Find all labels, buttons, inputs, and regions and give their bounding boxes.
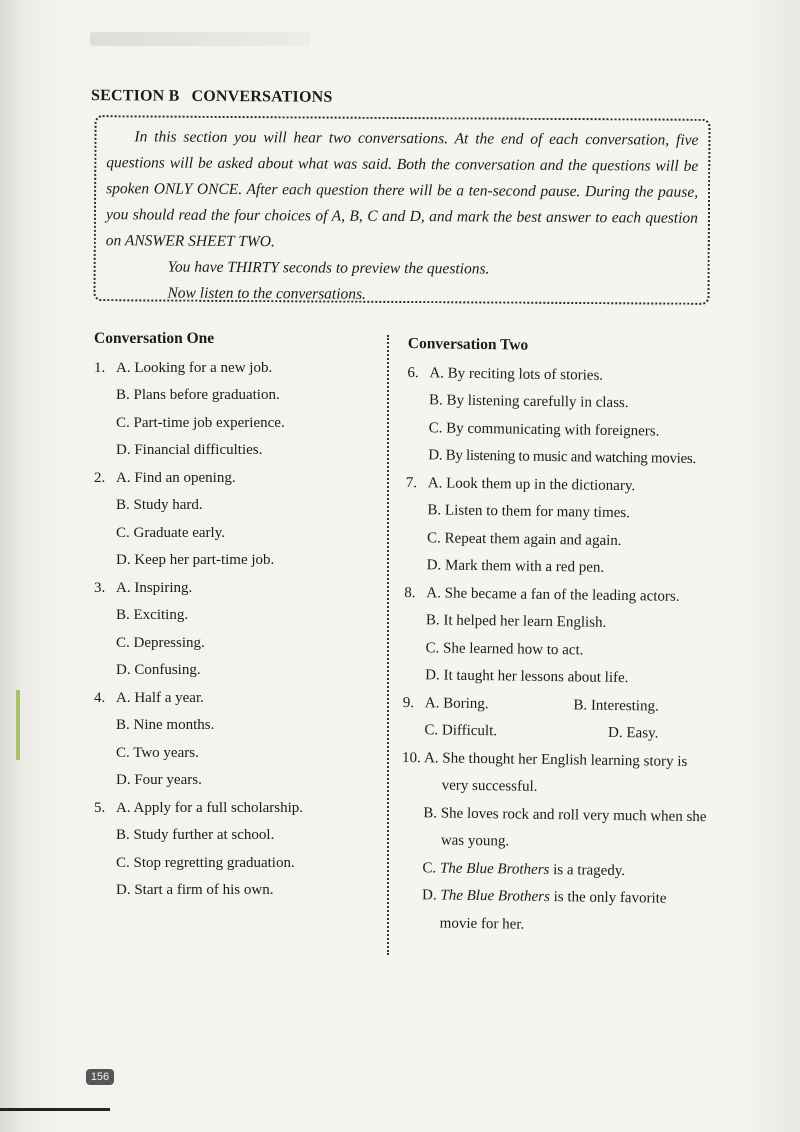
option: D. Easy.	[608, 724, 659, 742]
option: B. Exciting.	[116, 607, 189, 623]
option-row	[402, 717, 708, 749]
column-divider	[387, 335, 389, 955]
question-8	[403, 579, 711, 693]
option	[400, 854, 706, 886]
option: A. She became a fan of the leading actors.	[426, 584, 680, 605]
option: B. Nine months.	[116, 717, 215, 733]
option: B. By listening carefully in class.	[428, 392, 629, 412]
section-heading	[91, 87, 345, 107]
option: A. Half a year.	[116, 689, 204, 706]
option: A. Inspiring.	[116, 579, 193, 596]
question-number: 1.	[94, 359, 106, 376]
option: D. Mark them with a red pen.	[426, 557, 605, 576]
option: C. Depressing.	[116, 634, 205, 651]
page-number: 156	[86, 1069, 114, 1085]
option-text: is a tragedy.	[549, 861, 626, 879]
conversation-one	[94, 325, 384, 905]
option: C. Graduate early.	[116, 524, 225, 541]
option: D. Four years.	[116, 772, 202, 788]
option: A. She thought her English learning story is very successful.	[423, 749, 688, 795]
page-edge-tab	[16, 690, 20, 760]
question-10	[400, 744, 709, 941]
question-3	[94, 575, 384, 685]
option: A. Look them up in the dictionary.	[427, 474, 636, 494]
option-text: is the only favorite movie for her.	[439, 889, 667, 933]
instructions-paragraph: In this section you will hear two conversations. At the end of each conversation, five questions will be asked about what was said. Both the conversation and the questions will be spoken ONLY ONCE. After each question there will be a ten-second pause. During the pause, you should read the four choices of A, B, C and D, and mark the best answer to each question on ANSWER SHEET TWO.	[105, 128, 699, 251]
page-bottom-edge	[0, 1108, 110, 1111]
option	[400, 882, 707, 941]
option: C. Difficult.	[424, 722, 498, 740]
option: C. Part-time job experience.	[116, 414, 285, 431]
option: C. Repeat them again and again.	[426, 529, 622, 549]
option: A. Apply for a full scholarship.	[116, 799, 304, 816]
question-number: 4.	[94, 689, 106, 706]
option-letter: D.	[421, 887, 441, 904]
option: C. Two years.	[116, 744, 199, 761]
option: B. It helped her learn English.	[425, 612, 607, 631]
option: D. Start a firm of his own.	[116, 882, 274, 898]
movie-title: The Blue Brothers	[439, 860, 550, 878]
conversation-two	[400, 330, 714, 941]
question-number: 3.	[94, 579, 106, 596]
question-number: 7.	[405, 474, 418, 491]
question-4	[94, 685, 384, 795]
option-letter: C.	[422, 859, 441, 876]
question-5	[94, 795, 384, 905]
option: C. She learned how to act.	[425, 639, 584, 658]
option: A. Looking for a new job.	[116, 359, 273, 376]
listen-note: Now listen to the conversations.	[167, 284, 367, 303]
movie-title: The Blue Brothers	[440, 887, 550, 906]
question-9	[402, 689, 709, 748]
question-7	[405, 469, 713, 583]
option: D. It taught her lessons about life.	[425, 667, 629, 687]
section-label: SECTION B	[90, 87, 180, 105]
option-row	[403, 689, 709, 721]
option: A. Boring.	[424, 694, 489, 712]
faded-running-header	[90, 32, 310, 46]
question-number: 2.	[94, 469, 106, 486]
option: B. Interesting.	[573, 696, 659, 715]
instructions-box	[93, 115, 710, 305]
option: D. By listening to music and watching movies.	[428, 447, 697, 468]
option: B. Plans before graduation.	[116, 387, 280, 403]
section-title: CONVERSATIONS	[191, 87, 333, 106]
option: D. Financial difficulties.	[116, 442, 263, 458]
option: B. She loves rock and roll very much when she was young.	[423, 804, 707, 850]
preview-note: You have THIRTY seconds to preview the questions.	[167, 258, 490, 278]
question-1	[94, 355, 384, 465]
option: B. Listen to them for many times.	[427, 502, 631, 522]
question-number: 6.	[407, 364, 419, 381]
question-2	[94, 465, 384, 575]
question-number: 9.	[402, 694, 415, 711]
option: B. Study further at school.	[116, 827, 275, 843]
question-6	[406, 359, 714, 473]
option: B. Study hard.	[116, 497, 203, 513]
question-number: 10.	[401, 749, 421, 766]
option: C. Stop regretting graduation.	[116, 854, 295, 871]
option: A. Find an opening.	[116, 469, 236, 486]
option: D. Keep her part-time job.	[116, 552, 275, 568]
question-number: 8.	[404, 584, 416, 601]
question-number: 5.	[94, 799, 106, 816]
option: C. By communicating with foreigners.	[428, 419, 660, 440]
conversation-one-title: Conversation One	[94, 330, 215, 347]
conversation-two-title: Conversation Two	[407, 334, 529, 354]
option: A. By reciting lots of stories.	[429, 364, 604, 384]
option: D. Confusing.	[116, 662, 201, 678]
